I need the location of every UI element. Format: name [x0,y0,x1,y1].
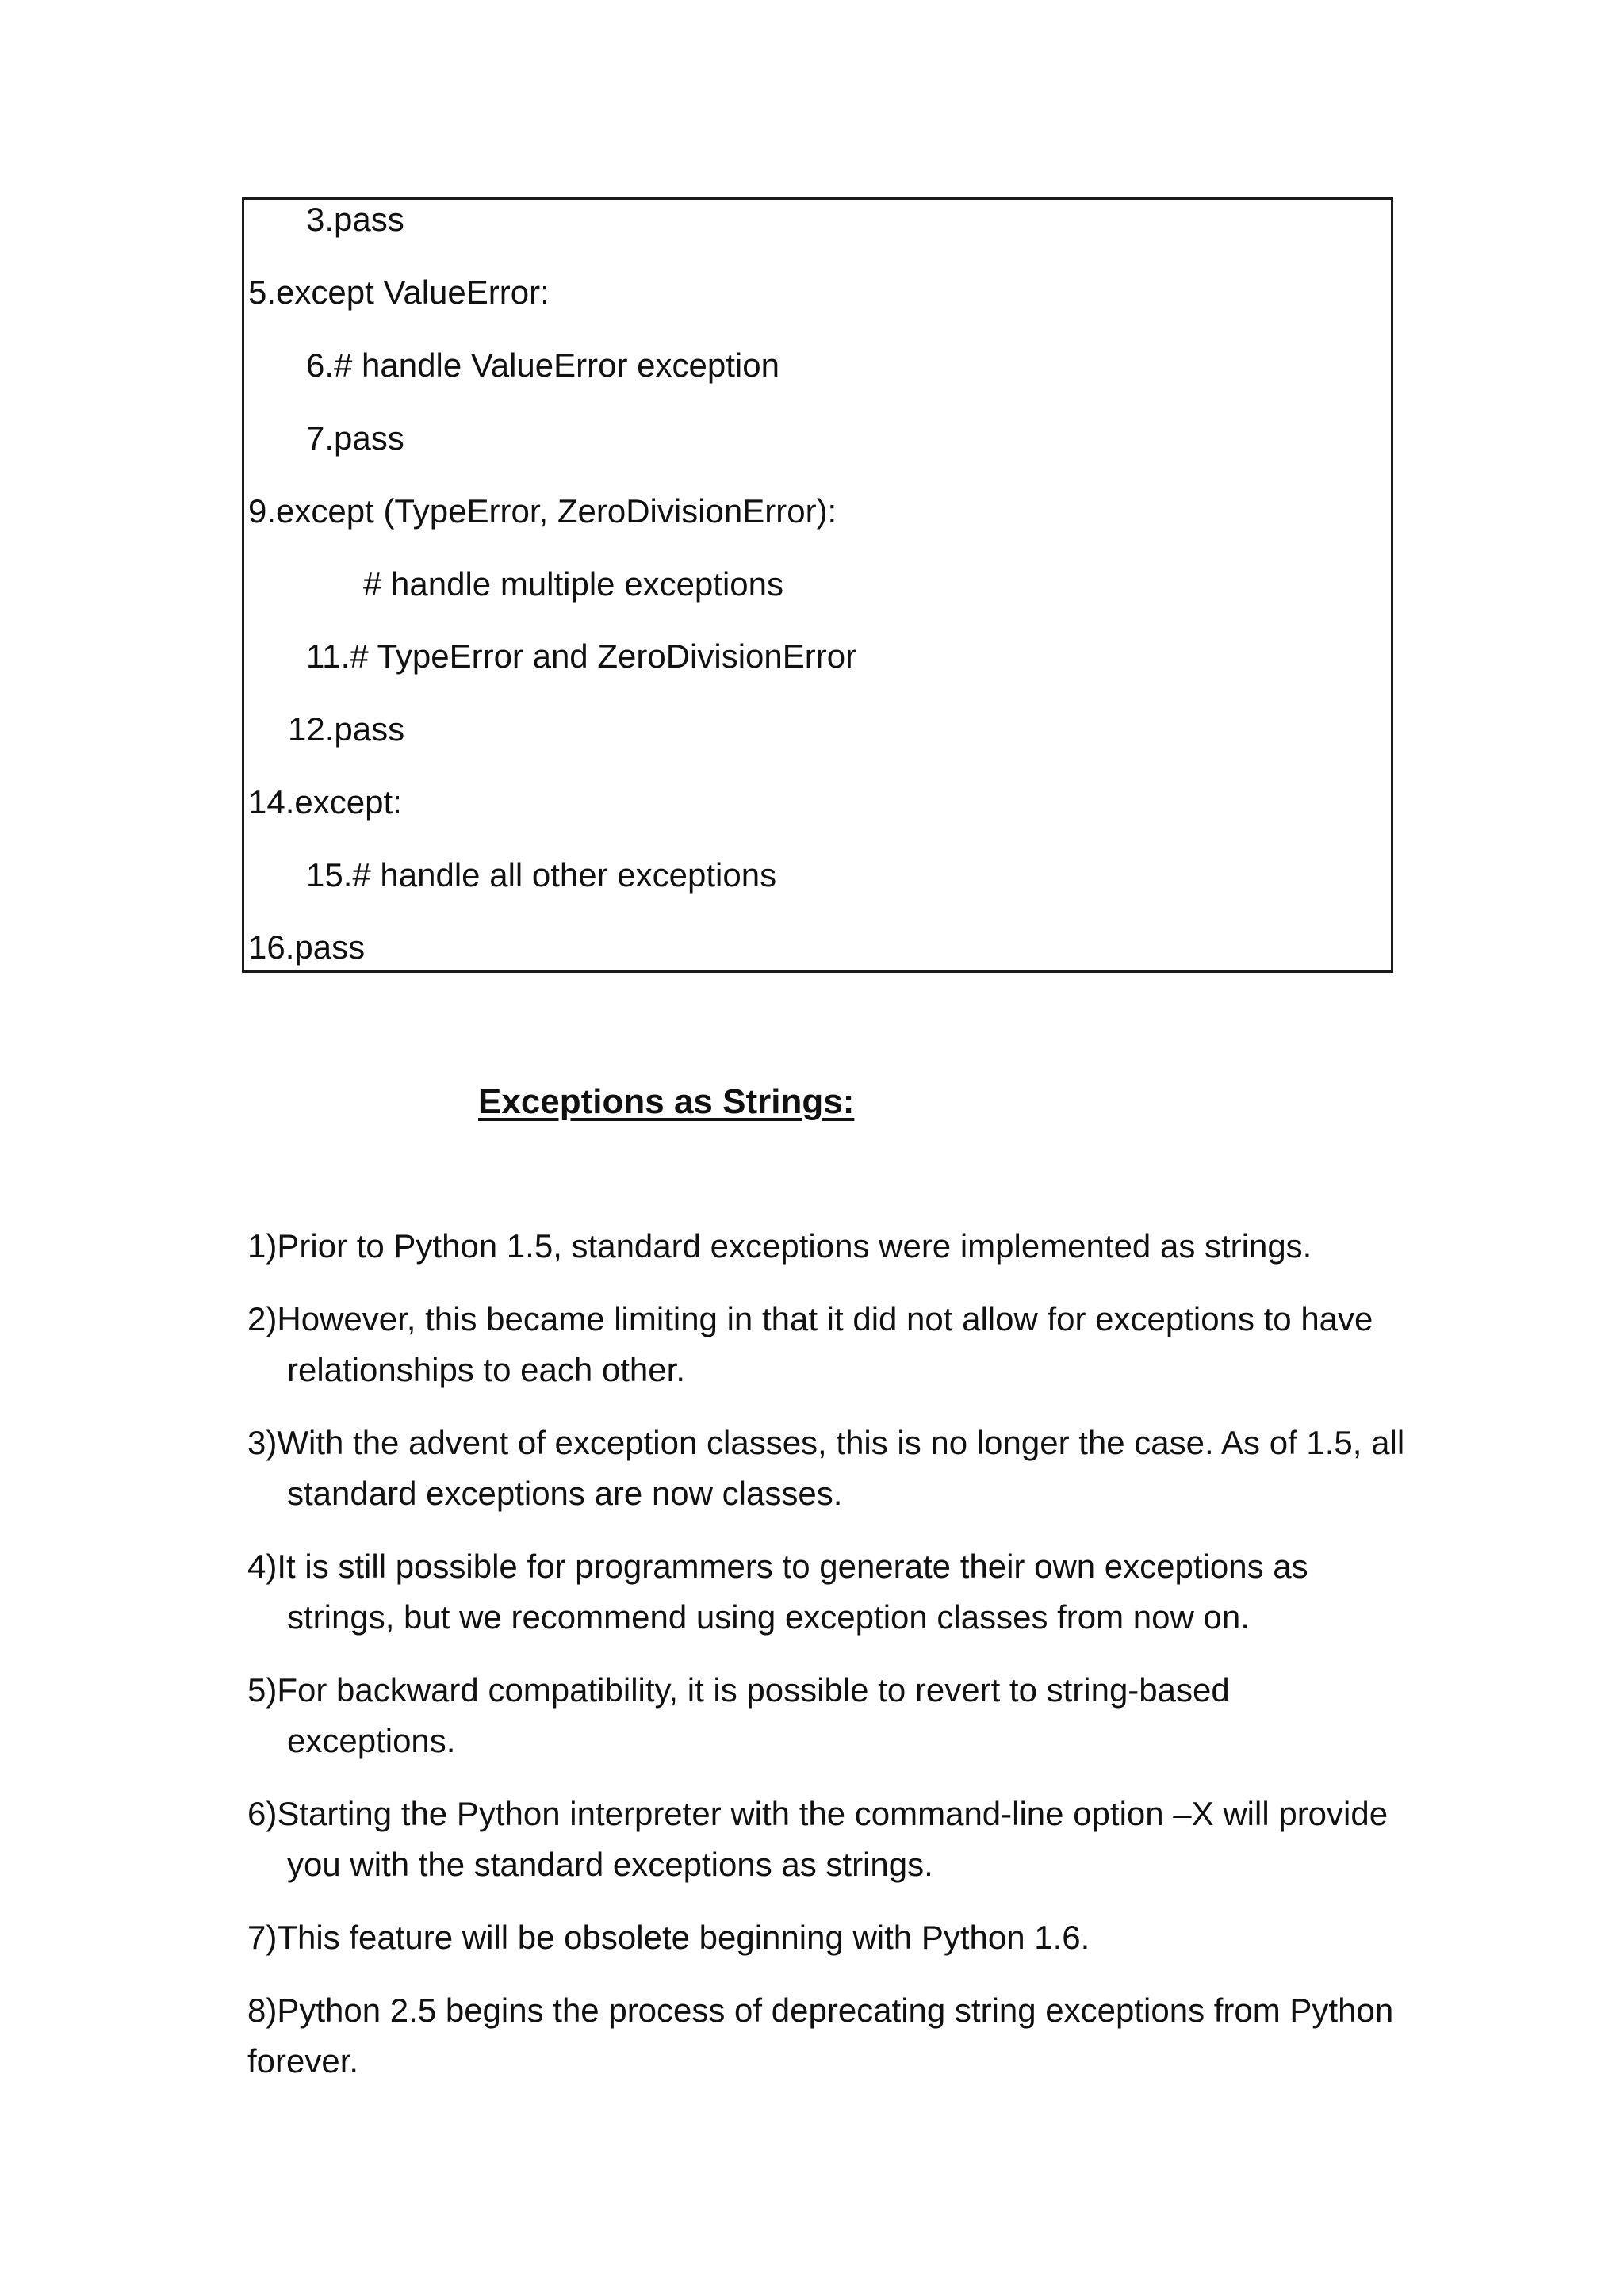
list-item-text: This feature will be obsolete beginning with Python 1.6. [277,1919,1090,1956]
list-item [247,1221,1405,1272]
code-box [242,197,1393,973]
list-item [247,1789,1405,1890]
list-item-number: 4) [247,1548,278,1585]
list-item-number: 8) [247,1992,278,2029]
list-item-text: Starting the Python interpreter with the command-line option –X will provide you with the standard exceptions as strings. [277,1795,1388,1883]
list-item [247,1418,1405,1519]
list-item-text: For backward compatibility, it is possible to revert to string-based exceptions. [277,1671,1230,1759]
code-line: 5.except ValueError: [248,274,550,311]
code-line: 9.except (TypeError, ZeroDivisionError): [248,492,837,530]
list-item-number: 7) [247,1919,278,1956]
code-line: 16.pass [248,928,366,966]
code-line: 12.pass [288,710,405,748]
list-item-text: It is still possible for programmers to generate their own exceptions as strings, but we recommend using exception classes from now on. [277,1548,1308,1636]
section-heading: Exceptions as Strings: [478,1082,855,1121]
list-item-number: 1) [247,1227,278,1265]
list-item [247,1665,1405,1766]
list-item [247,1294,1405,1395]
code-line: 6.# handle ValueError exception [306,346,779,384]
list-item [247,1985,1405,2087]
code-line: 11.# TypeError and ZeroDivisionError [306,637,857,675]
code-line: 15.# handle all other exceptions [306,856,777,894]
code-line: 3.pass [306,201,404,238]
list-item-number: 5) [247,1671,278,1709]
code-line: 14.except: [248,783,402,821]
list-item-text: With the advent of exception classes, this is no longer the case. As of 1.5, all standard exceptions are now classes. [277,1424,1405,1512]
list-item-text: Prior to Python 1.5, standard exceptions were implemented as strings. [277,1227,1312,1265]
code-line: # handle multiple exceptions [363,565,784,603]
exceptions-list [247,1221,1405,2109]
code-line: 7.pass [306,419,404,457]
list-item [247,1912,1405,1963]
list-item-number: 2) [247,1300,278,1337]
list-item-number: 6) [247,1795,278,1832]
list-item [247,1541,1405,1643]
list-item-number: 3) [247,1424,278,1461]
list-item-text: However, this became limiting in that it did not allow for exceptions to have relationships to each other. [277,1300,1373,1388]
list-item-text: Python 2.5 begins the process of deprecating string exceptions from Python forever. [247,1992,1394,2080]
